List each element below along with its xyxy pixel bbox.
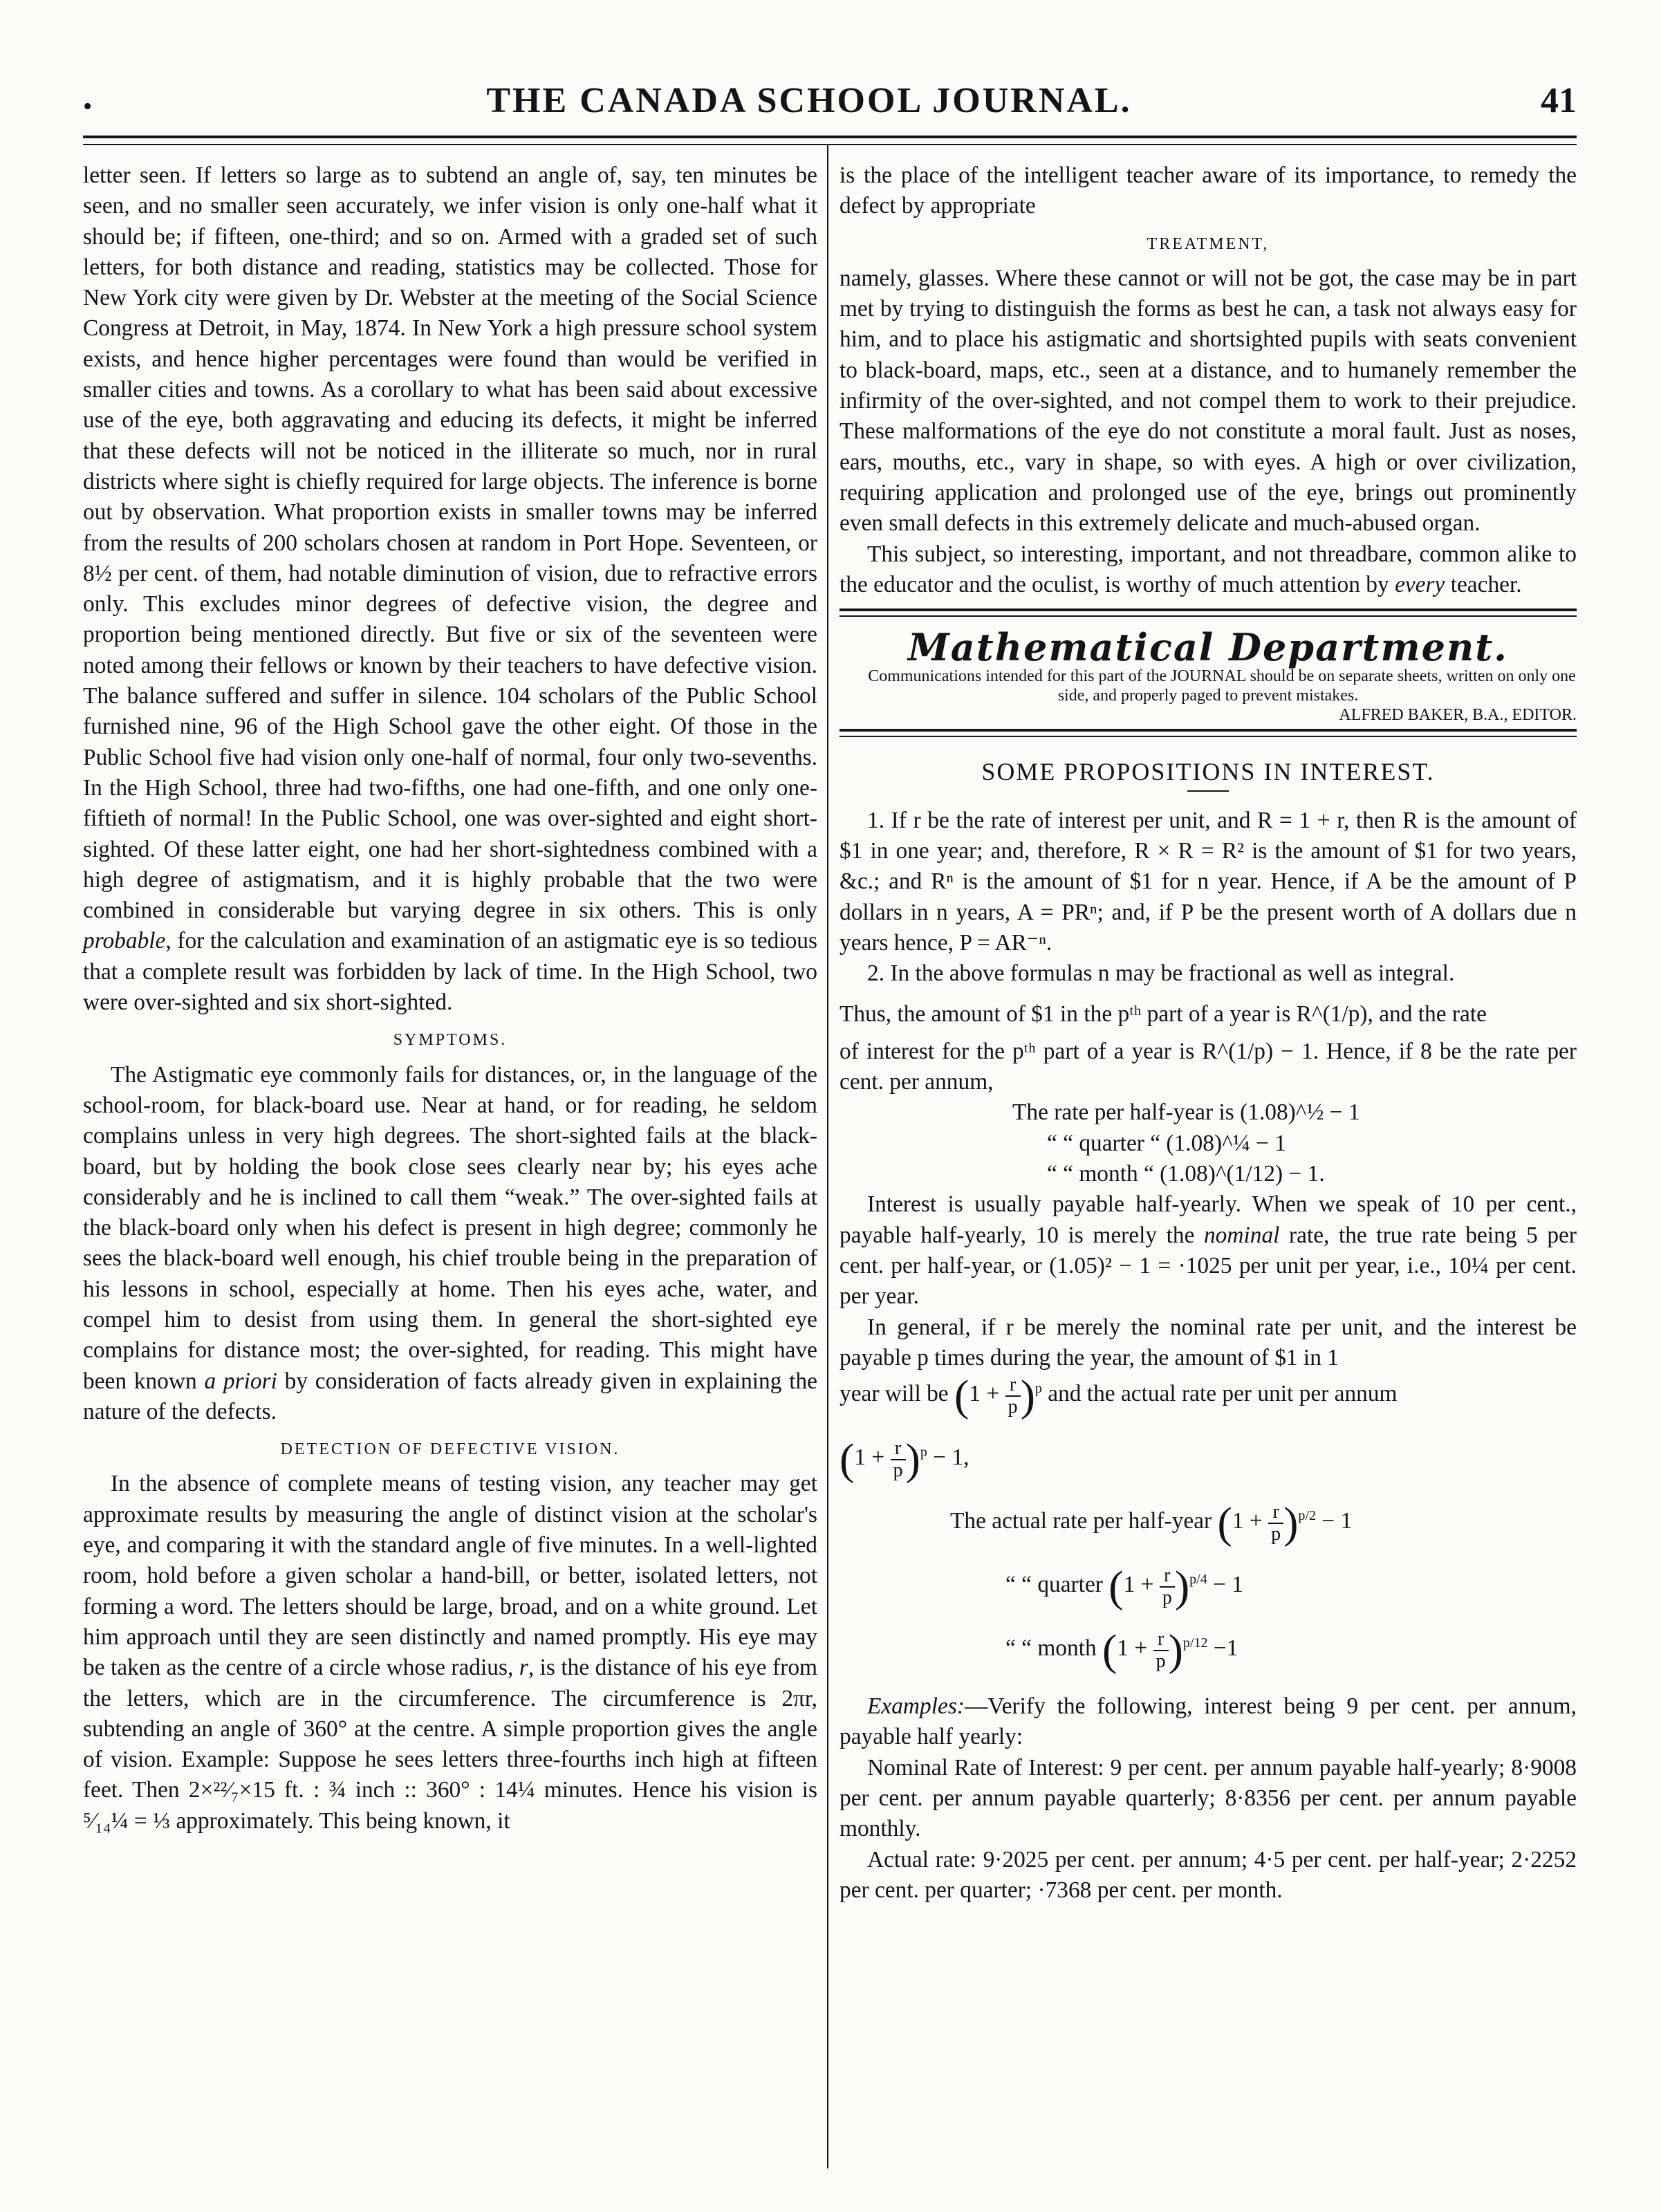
- examples-paragraph: Examples:—Verify the following, interest being 9 per cent. per annum, payable half yearly:: [839, 1693, 1577, 1750]
- column-divider: [827, 144, 828, 2168]
- department-rule-bottom: [839, 729, 1577, 737]
- department-editor: ALFRED BAKER, B.A., EDITOR.: [1339, 706, 1577, 725]
- proposition-2: 2. In the above formulas n may be fractional as well as integral.: [867, 960, 1455, 987]
- rate-month: “ “ month “ (1.08)^(1/12) − 1.: [1047, 1161, 1325, 1187]
- heading-detection: DETECTION OF DEFECTIVE VISION.: [280, 1440, 620, 1459]
- nominal-paragraph: Nominal Rate of Interest: 9 per cent. per annum payable half-yearly; 8·9008 per cent. per annum payable quarterly; 8·8356 per cent. per annum payable monthly.: [839, 1754, 1577, 1842]
- formula-actual-rate: (1 + $\frac{r}{p}$ )$^p$ − 1,: [839, 1434, 969, 1484]
- left-paragraph-3: In the absence of complete means of testing vision, any teacher may get approximate results by measuring the angle of distinct vision at the scholar's eye, and comparing it with the standard angle of five minutes. In a well-lighted room, hold before a given scholar a hand-bill, or better, isolated letters, not forming a word. The letters should be large, broad, and on a white ground. Let him approach until they are seen distinctly and named promptly. His eye may be taken as the centre of a circle whose radius, r, is the distance of his eye from the letters, which are in the circumference. The circumference is 2πr, subtending an angle of 360° at the centre. A simple proportion gives the angle of vision. Example: Suppose he sees letters three-fourths inch high at fifteen feet. Then 2×²²⁄₇×15 ft. : ¾ inch :: 360° : 14¼ minutes. Hence his vision is ⁵⁄₁₄¼ = ⅓ approximately. This being known, it: [83, 1471, 817, 1834]
- page-header: [41, 76, 1577, 131]
- heading-treatment: TREATMENT,: [1147, 234, 1270, 253]
- page-number: 41: [1541, 81, 1577, 120]
- actual-paragraph: Actual rate: 9·2025 per cent. per annum; 4·5 per cent. per half-year; 2·2252 per cent. per quarter; ·7368 per cent. per month.: [839, 1846, 1577, 1903]
- title-underbar: [1187, 790, 1229, 792]
- section-title: SOME PROPOSITIONS IN INTEREST.: [981, 758, 1435, 786]
- right-paragraph-3: This subject, so interesting, important, and not threadbare, common alike to the educator and the oculist, is worthy of much attention by every teacher.: [839, 541, 1577, 597]
- right-paragraph-2: namely, glasses. Where these cannot or will not be got, the case may be in part met by trying to distinguish the forms as best he can, a task not always easy for him, and to place his astigmatic and shortsighted pupils with seats convenient to black-board, maps, etc., seen at a distance, and to humanely remember the infirmity of the over-sighted, and not compel them to work to their prejudice. These malformations of the eye do not constitute a moral fault. Just as noses, ears, mouths, etc., vary in shape, so with eyes. A high or over civilization, requiring application and prolonged use of the eye, brings out prominently even small defects in this extremely delicate and much-abused organ.: [839, 265, 1577, 537]
- department-title: Mathematical Department.: [908, 625, 1508, 670]
- right-paragraph-1: is the place of the intelligent teacher aware of its importance, to remedy the defect by appropriate: [839, 162, 1577, 219]
- interest-paragraph: Interest is usually payable half-yearly. When we speak of 10 per cent., payable half-yearly, 10 is merely the nominal rate, the true rate being 5 per cent. per half-year, or (1.05)² − 1 = ·1025 per unit per year, i.e., 10¼ per cent. per year.: [839, 1191, 1577, 1310]
- formula-quarter: “ “ quarter (1 + $\frac{r}{p}$ )$^{p/4}$ − 1: [1005, 1561, 1243, 1611]
- right-column: [839, 160, 1577, 1906]
- thus-line-1: Thus, the amount of $1 in the pᵗʰ part of a year is R^(1/p), and the rate: [839, 1001, 1487, 1027]
- formula-month: “ “ month (1 + $\frac{r}{p}$ )$^{p/12}$ −1: [1005, 1625, 1238, 1675]
- proposition-1: 1. If r be the rate of interest per unit, and R = 1 + r, then R is the amount of $1 in one year; and, therefore, R × R = R² is the amount of $1 for two years, &c.; and Rⁿ is the amount of $1 for n year. Hence, if A be the amount of P dollars in n years, A = PRⁿ; and, if P be the present worth of A dollars due n years hence, P = AR⁻ⁿ.: [839, 807, 1577, 956]
- thus-line-2: of interest for the pᵗʰ part of a year is R^(1/p) − 1. Hence, if 8 be the rate per cent. per annum,: [839, 1038, 1577, 1095]
- journal-title: THE CANADA SCHOOL JOURNAL.: [486, 81, 1132, 120]
- rate-quarter: “ “ quarter “ (1.08)^¼ − 1: [1047, 1130, 1287, 1156]
- rate-half: The rate per half-year is (1.08)^½ − 1: [1012, 1099, 1360, 1126]
- department-rule: [839, 608, 1577, 617]
- header-dot: •: [83, 92, 93, 121]
- heading-symptoms: SYMPTOMS.: [393, 1031, 508, 1050]
- header-double-rule: [83, 136, 1577, 145]
- left-column: [83, 160, 817, 1837]
- left-paragraph-1: letter seen. If letters so large as to subtend an angle of, say, ten minutes be seen, and no smaller seen accurately, we infer vision is only one-half what it should be; if fifteen, one-third; and so on. Armed with a graded set of such letters, for both distance and reading, statistics may be collected. Those for New York city were given by Dr. Webster at the meeting of the Social Science Congress at Detroit, in May, 1874. In New York a high pressure school system exists, and hence higher percentages were found than would be verified in smaller cities and towns. As a corollary to what has been said about excessive use of the eye, both aggravating and educing its defects, it might be inferred that these defects will not be noticed in the illiterate so much, nor in rural districts where sight is chiefly required for large objects. The inference is borne out by observation. What proportion exists in smaller towns may be inferred from the results of 200 scholars chosen at random in Port Hope. Seventeen, or 8½ per cent. of them, had notable diminution of vision, due to refractive errors only. This excludes minor degrees of defective vision, the degree and proportion being mentioned directly. But five or six of the seventeen were noted among their fellows or known by their teachers to have defective vision. The balance suffered and suffer in silence. 104 scholars of the Public School furnished nine, 96 of the High School gave the other eight. Of those in the Public School five had vision only one-half of normal, four only two-sevenths. In the High School, three had two-fifths, one had one-fifth, and one only one-fiftieth of normal! In the Public School, one was over-sighted and eight short-sighted. Of these latter eight, one had her short-sightedness combined with a high degree of astigmatism, and it is highly probable that the two were combined in considerable but varying degree in six others. This is only probable, for the calculation and examination of an astigmatic eye is so tedious that a complete result was forbidden by lack of time. In the High School, two were over-sighted and six short-sighted.: [83, 162, 817, 1016]
- formula-half-year: The actual rate per half-year (1 + $\frac{r}{p}$ )$^{p/2}$ − 1: [950, 1498, 1353, 1548]
- department-note: Communications intended for this part of the JOURNAL should be on separate sheets, written on only one side, and properly paged to prevent mistakes.: [868, 667, 1576, 705]
- left-paragraph-2: The Astigmatic eye commonly fails for distances, or, in the language of the school-room, for black-board use. Near at hand, or for reading, he seldom complains unless in very high degrees. The short-sighted fails at the black-board, but by holding the book close sees clearly near by; his eyes ache considerably and he is inclined to call them “weak.” The over-sighted fails at the black-board only when his defect is present in high degree; commonly he sees the black-board well enough, his chief trouble being in the preparation of his lessons in school, especially at home. Then his eyes ache, water, and compel him to desist from using them. In general the short-sighted eye complains for distance most; the over-sighted, for reading. This might have been known a priori by consideration of facts already given in explaining the nature of the defects.: [83, 1061, 817, 1424]
- general-paragraph: In general, if r be merely the nominal rate per unit, and the interest be payable p times during the year, the amount of $1 in 1: [839, 1314, 1577, 1370]
- formula-year-will-be: year will be (1 + $\frac{r}{p}$ )$^p$ and the actual rate per unit per annum: [839, 1370, 1398, 1420]
